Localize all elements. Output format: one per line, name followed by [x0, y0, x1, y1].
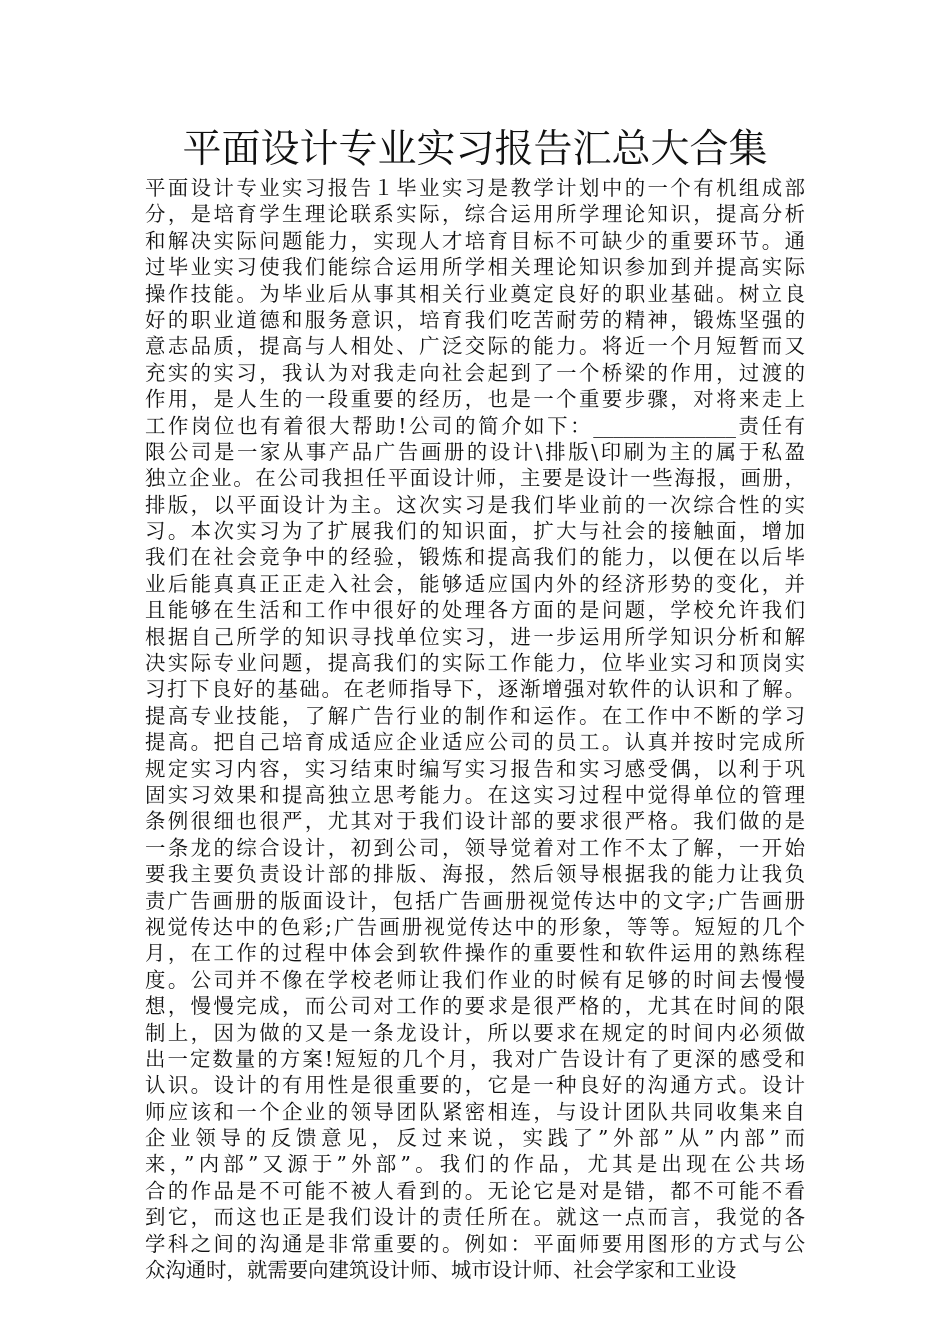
paragraph-line: 认识。设计的有用性是很重要的，它是一种良好的沟通方式。设计: [145, 1073, 805, 1098]
paragraph-line: 月，在工作的过程中体会到软件操作的重要性和软件运用的熟练程: [145, 941, 805, 966]
paragraph-line: 视觉传达中的色彩;广告画册视觉传达中的形象，等等。短短的几个: [145, 914, 805, 939]
paragraph-line: 提高专业技能，了解广告行业的制作和运作。在工作中不断的学习: [145, 703, 805, 728]
paragraph-line: 独立企业。在公司我担任平面设计师，主要是设计一些海报，画册，: [145, 466, 805, 491]
paragraph-line: 规定实习内容，实习结束时编写实习报告和实习感受偶，以利于巩: [145, 756, 805, 781]
paragraph-line: 决实际专业问题，提高我们的实际工作能力，位毕业实习和顶岗实: [145, 651, 805, 676]
paragraph-line: 平面设计专业实习报告１毕业实习是教学计划中的一个有机组成部: [145, 176, 805, 200]
paragraph-line: 业后能真真正正走入社会，能够适应国内外的经济形势的变化，并: [145, 571, 805, 596]
paragraph-line: 且能够在生活和工作中很好的处理各方面的是问题，学校允许我们: [145, 598, 805, 623]
paragraph-line: 出一定数量的方案!短短的几个月，我对广告设计有了更深的感受和: [145, 1046, 805, 1071]
paragraph-line: 固实习效果和提高独立思考能力。在这实习过程中觉得单位的管理: [145, 782, 805, 807]
paragraph-line: 意志品质，提高与人相处、广泛交际的能力。将近一个月短暂而又: [145, 334, 805, 359]
paragraph-line: 师应该和一个企业的领导团队紧密相连，与设计团队共同收集来自: [145, 1099, 805, 1124]
paragraph-line: 制上，因为做的又是一条龙设计，所以要求在规定的时间内必须做: [145, 1020, 805, 1045]
paragraph-line: 好的职业道德和服务意识，培育我们吃苦耐劳的精神，锻炼坚强的: [145, 307, 805, 332]
paragraph-line: 过毕业实习使我们能综合运用所学相关理论知识参加到并提高实际: [145, 255, 805, 280]
paragraph-line: 要我主要负责设计部的排版、海报，然后领导根据我的能力让我负: [145, 862, 805, 887]
paragraph-line: 众沟通时，就需要向建筑设计师、城市设计师、社会学家和工业设: [145, 1258, 737, 1283]
paragraph-line: 作用，是人生的一段重要的经历，也是一个重要步骤，对将来走上: [145, 387, 805, 412]
paragraph-line: 到它，而这也正是我们设计的责任所在。就这一点而言，我觉的各: [145, 1205, 805, 1230]
paragraph-line: 一条龙的综合设计，初到公司，领导觉着对工作不太了解，一开始: [145, 835, 805, 860]
paragraph-line: 根据自己所学的知识寻找单位实习，进一步运用所学知识分析和解: [145, 624, 805, 649]
paragraph-line: 度。公司并不像在学校老师让我们作业的时候有足够的时间去慢慢: [145, 967, 805, 992]
paragraph-line: 工作岗位也有着很大帮助!公司的简介如下：______________责任有: [145, 413, 805, 438]
paragraph-line: 分，是培育学生理论联系实际，综合运用所学理论知识，提高分析: [145, 202, 805, 227]
paragraph-line: 合的作品是不可能不被人看到的。无论它是对是错，都不可能不看: [145, 1178, 805, 1203]
paragraph-line: 习。本次实习为了扩展我们的知识面，扩大与社会的接触面，增加: [145, 519, 805, 544]
paragraph-line: 习打下良好的基础。在老师指导下，逐渐增强对软件的认识和了解。: [145, 677, 805, 702]
paragraph-line: 我们在社会竞争中的经验，锻炼和提高我们的能力，以便在以后毕: [145, 545, 805, 570]
paragraph-line: 想，慢慢完成，而公司对工作的要求是很严格的，尤其在时间的限: [145, 994, 805, 1019]
paragraph-line: 条例很细也很严，尤其对于我们设计部的要求很严格。我们做的是: [145, 809, 805, 834]
paragraph-line: 企业领导的反馈意见，反过来说，实践了”外部”从”内部”而: [145, 1126, 805, 1151]
paragraph-line: 和解决实际问题能力，实现人才培育目标不可缺少的重要环节。通: [145, 228, 805, 253]
paragraph-line: 限公司是一家从事产品广告画册的设计\排版\印刷为主的属于私盈: [145, 439, 805, 464]
paragraph-line: 提高。把自己培育成适应企业适应公司的员工。认真并按时完成所: [145, 730, 805, 755]
paragraph-line: 操作技能。为毕业后从事其相关行业奠定良好的职业基础。树立良: [145, 281, 805, 306]
paragraph-line: 充实的实习，我认为对我走向社会起到了一个桥梁的作用，过渡的: [145, 360, 805, 385]
paragraph-line: 责广告画册的版面设计，包括广告画册视觉传达中的文字;广告画册: [145, 888, 805, 913]
document-title: 平面设计专业实习报告汇总大合集: [182, 127, 768, 172]
document-body: [145, 175, 805, 1283]
paragraph-line: 来，”内部”又源于”外部”。我们的作品，尤其是出现在公共场: [145, 1152, 805, 1177]
paragraph-line: 排版，以平面设计为主。这次实习是我们毕业前的一次综合性的实: [145, 492, 805, 517]
paragraph-line: 学科之间的沟通是非常重要的。例如：平面师要用图形的方式与公: [145, 1231, 805, 1256]
